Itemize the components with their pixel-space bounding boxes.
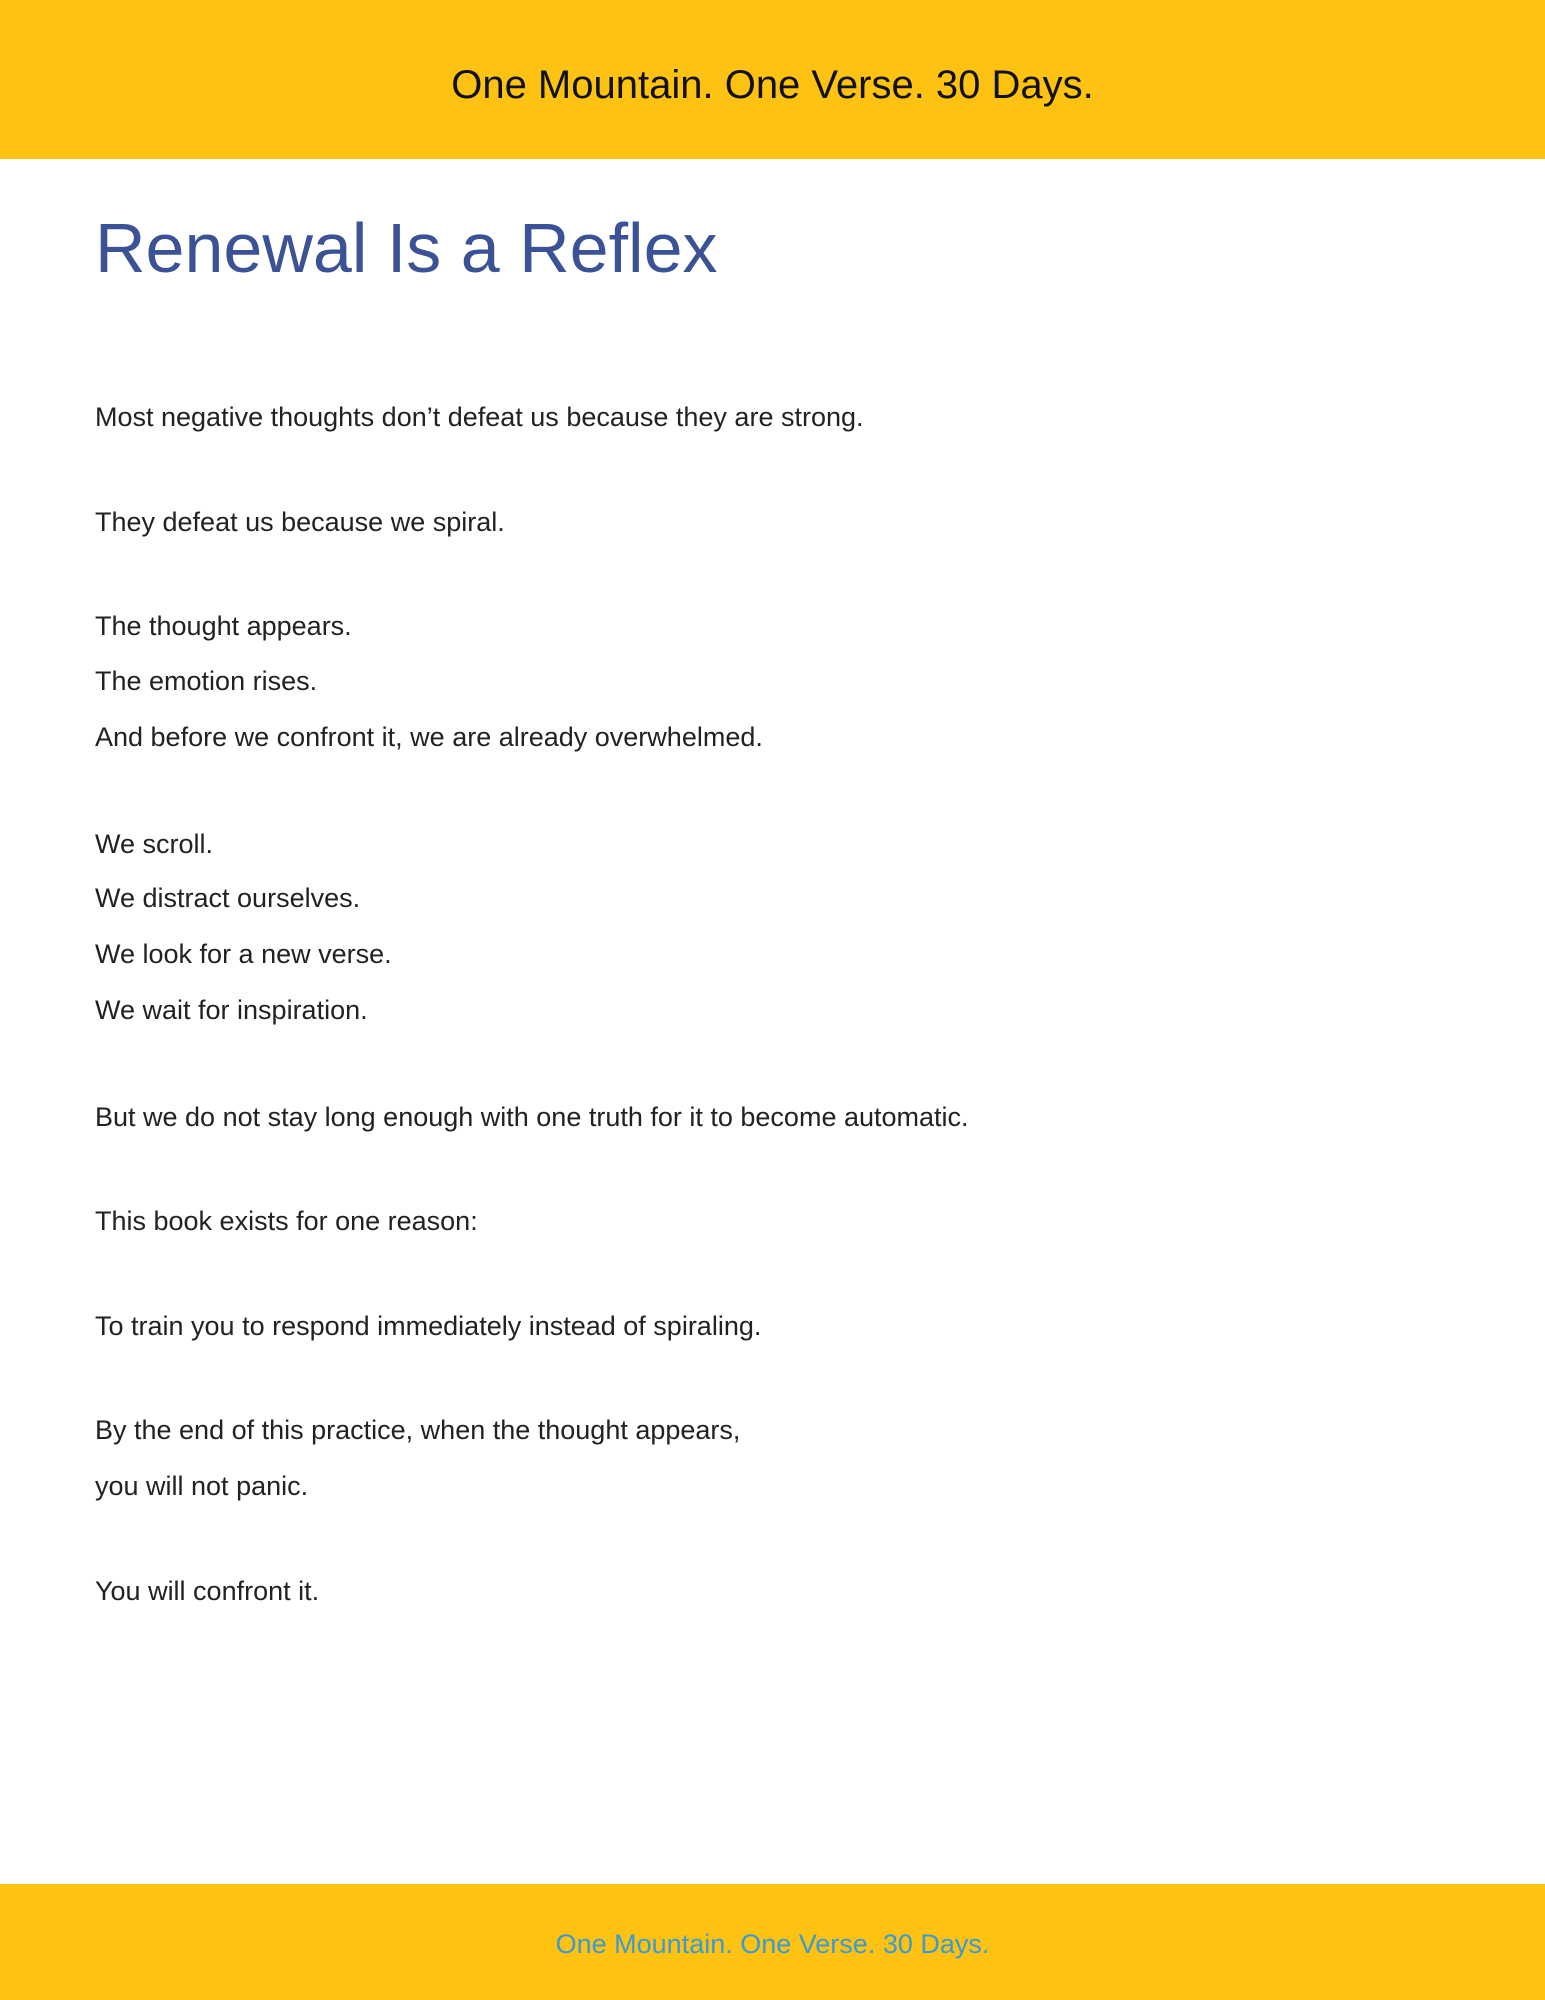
body-line: But we do not stay long enough with one truth for it to become automatic. (95, 1102, 969, 1132)
footer-title: One Mountain. One Verse. 30 Days. (555, 1929, 990, 1959)
body-line: And before we confront it, we are already overwhelmed. (95, 722, 763, 752)
body-line: You will confront it. (95, 1576, 320, 1606)
body-line: This book exists for one reason: (95, 1206, 478, 1236)
page-title: Renewal Is a Reflex (95, 209, 718, 287)
body-line: They defeat us because we spiral. (95, 507, 505, 537)
body-line: The thought appears. (95, 611, 352, 641)
body-line: To train you to respond immediately instead of spiraling. (95, 1311, 762, 1341)
body-line: you will not panic. (95, 1471, 309, 1501)
body-line: We distract ourselves. (95, 883, 361, 913)
body-line: The emotion rises. (95, 666, 318, 696)
body-line: We wait for inspiration. (95, 995, 368, 1025)
body-line: We look for a new verse. (95, 939, 392, 969)
body-line: Most negative thoughts don’t defeat us because they are strong. (95, 402, 864, 432)
header-title: One Mountain. One Verse. 30 Days. (451, 63, 1094, 107)
body-line: By the end of this practice, when the thought appears, (95, 1415, 741, 1445)
body-line: We scroll. (95, 829, 214, 859)
